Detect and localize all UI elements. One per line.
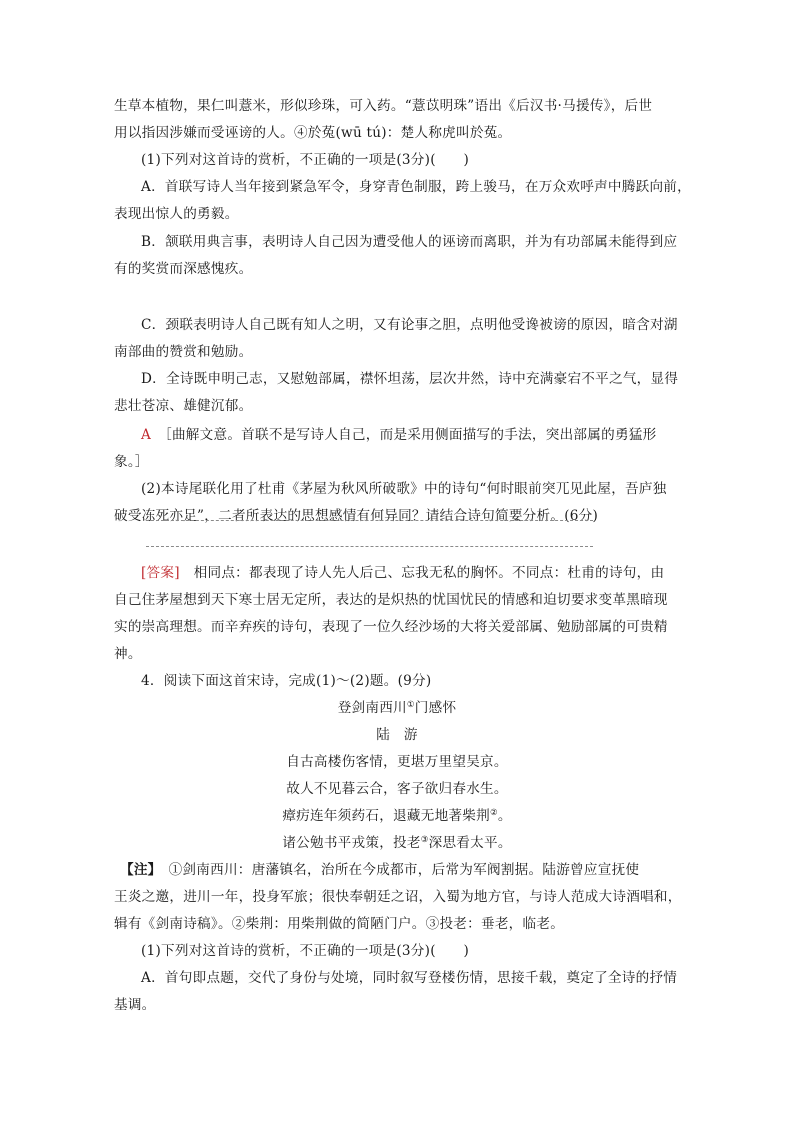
note-continuation-line: 用以指因涉嫌而受诬谤的人。④於菟(wū tú)：楚人称虎叫於菟。 bbox=[114, 125, 512, 141]
option-d-cont: 悲壮苍凉、雄健沉郁。 bbox=[114, 398, 253, 414]
answer-blank-line bbox=[146, 546, 593, 547]
answer-text-cont: 自己住茅屋想到天下寒士居无定所，表达的是炽热的忧国忧民的情感和迫切要求变革黑暗现 bbox=[114, 592, 668, 608]
answer-text: 相同点：都表现了诗人先人后己、忘我无私的胸怀。不同点：杜甫的诗句，由 bbox=[193, 565, 665, 581]
option-a-cont: 基调。 bbox=[114, 997, 156, 1013]
poem-line: 诸公勉书平戎策，投老③深思看太平。 bbox=[282, 835, 512, 851]
poem-note: 【注】 ①剑南西川：唐藩镇名，治所在今成都市，后常为军阀割据。陆游曾应宣抚使 bbox=[120, 862, 640, 878]
poem-title: 登剑南西川①门感怀 bbox=[337, 700, 457, 716]
answer-blank-line bbox=[146, 520, 593, 521]
poem-line: 故人不见暮云合，客子欲归春水生。 bbox=[286, 781, 508, 797]
answer-paragraph bbox=[141, 563, 680, 583]
option-c: C．颈联表明诗人自己既有知人之明，又有论事之胆，点明他受谗被谤的原因，暗含对湖 bbox=[141, 317, 678, 333]
poem-author: 陆 游 bbox=[376, 727, 418, 743]
question-stem-cont: 破受冻死亦足”，二者所表达的思想感情有何异同？请结合诗句简要分析。(6分) bbox=[114, 508, 599, 524]
option-b-cont: 有的奖赏而深感愧疚。 bbox=[114, 261, 253, 277]
answer-text-cont: 实的崇高理想。而辛弃疾的诗句，表现了一位久经沙场的大将关爱部属、勉励部属的可贵精 bbox=[114, 619, 668, 635]
note-continuation-line: 生草本植物，果仁叫薏米，形似珍珠，可入药。“薏苡明珠”语出《后汉书·马援传》，后世 bbox=[114, 98, 653, 114]
note-label: 【注】 bbox=[120, 862, 155, 878]
answer-text-cont: 象。］ bbox=[114, 454, 149, 470]
question-stem: (1)下列对这首诗的赏析，不正确的一项是(3分)( ) bbox=[141, 943, 469, 959]
option-d: D．全诗既申明己志，又慰勉部属，襟怀坦荡，层次井然，诗中充满豪宕不平之气，显得 bbox=[141, 371, 679, 387]
answer-letter: A bbox=[141, 427, 152, 443]
option-c-cont: 南部曲的赞赏和勉励。 bbox=[114, 344, 253, 360]
poem-line: 瘴疠连年须药石，退藏无地著柴荆②。 bbox=[282, 808, 512, 824]
poem-note-cont: 辑有《剑南诗稿》。②柴荆：用柴荆做的简陋门户。③投老：垂老，临老。 bbox=[114, 916, 565, 932]
poem-line: 自古高楼伤客情，更堪万里望吴京。 bbox=[286, 754, 508, 770]
answer-explanation bbox=[141, 425, 680, 445]
answer-text-cont: 神。 bbox=[114, 646, 142, 662]
question-instruction: 4．阅读下面这首宋诗，完成(1)～(2)题。(9分) bbox=[141, 673, 432, 689]
option-a-cont: 表现出惊人的勇毅。 bbox=[114, 206, 239, 222]
option-b: B．颔联用典言事，表明诗人自己因为遭受他人的诬谤而离职，并为有功部属未能得到应 bbox=[141, 234, 678, 250]
question-stem: (1)下列对这首诗的赏析，不正确的一项是(3分)( ) bbox=[141, 152, 469, 168]
poem-note-cont: 王炎之邀，进川一年，投身军旅；很快奉朝廷之诏，入蜀为地方官，与诗人范成大诗酒唱和， bbox=[114, 889, 682, 905]
answer-text: ［曲解文意。首联不是写诗人自己，而是采用侧面描写的手法，突出部属的勇猛形 bbox=[164, 427, 657, 443]
question-stem: (2)本诗尾联化用了杜甫《茅屋为秋风所破歌》中的诗句“何时眼前突兀见此屋，吾庐独 bbox=[141, 481, 667, 497]
option-a: A．首联写诗人当年接到紧急军令，身穿青色制服，跨上骏马，在万众欢呼声中腾跃向前， bbox=[141, 179, 691, 195]
answer-label: [答案] bbox=[141, 565, 180, 581]
option-a: A．首句即点题，交代了身份与处境，同时叙写登楼伤情，思接千载，奠定了全诗的抒情 bbox=[141, 970, 678, 986]
